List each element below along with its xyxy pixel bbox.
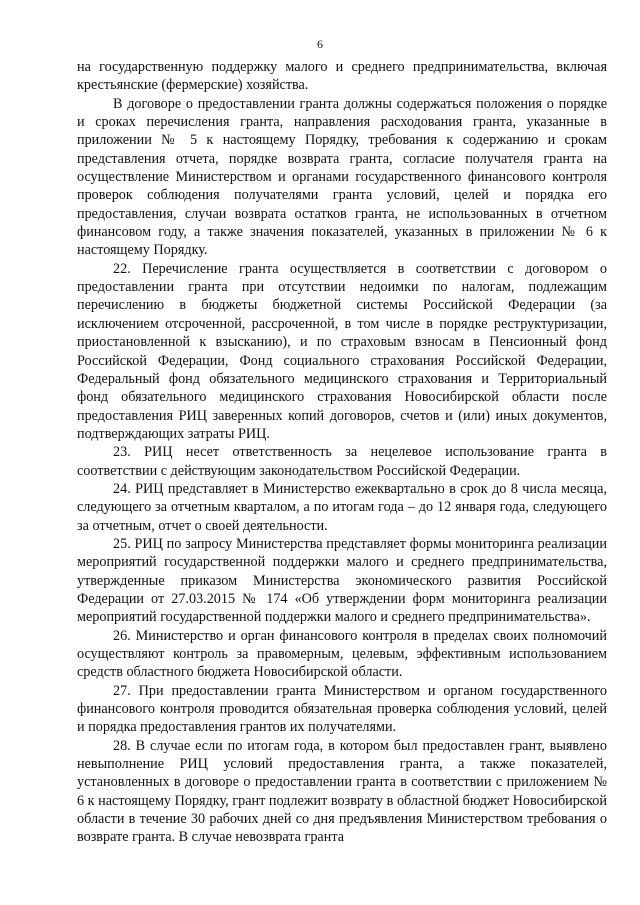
paragraph-25: 25. РИЦ по запросу Министерства представляет формы мониторинга реализации мероприятий государственной поддержки малого и среднего предпринимательства, утвержденные приказом Министерства экономического развития Российской Федерации от 27.03.2015 № 174 «Об утверждении форм мониторинга реализации мероприятий государственной поддержки малого и среднего предпринимательства». xyxy=(77,535,607,626)
paragraph-23: 23. РИЦ несет ответственность за нецелевое использование гранта в соответствии с действующим законодательством Российской Федерации. xyxy=(77,444,607,479)
paragraph-28: 28. В случае если по итогам года, в котором был предоставлен грант, выявлено невыполнение РИЦ условий предоставления гранта, а также показателей, установленных в договоре о предоставлении гранта в соответствии с приложением № 6 к настоящему Порядку, грант подлежит возврату в областной бюджет Новосибирской области в течение 30 рабочих дней со дня предъявления Министерством требования о возврате гранта. В случае невозврата гранта xyxy=(77,737,607,846)
paragraph-27: 27. При предоставлении гранта Министерством и органом государственного финансового контроля проводится обязательная проверка соблюдения условий, целей и порядка предоставления грантов их получателями. xyxy=(77,682,607,736)
paragraph-grant-agreement-contents: В договоре о предоставлении гранта должны содержаться положения о порядке и сроках перечисления гранта, направления расходования гранта, указанные в приложении № 5 к настоящему Порядку, требования к содержанию и срокам представления отчета, порядке возврата гранта, согласие получателя гранта на осуществление Министерством и органами государственного финансового контроля проверок соблюдения получателями гранта условий, целей и порядка его предоставления, случаи возврата остатков гранта, не использованных в отчетном финансовом году, а также значения показателей, указанных в приложении № 6 к настоящему Порядку. xyxy=(77,95,607,259)
paragraph-24: 24. РИЦ представляет в Министерство ежеквартально в срок до 8 числа месяца, следующего за отчетным кварталом, а по итогам года – до 12 января года, следующего за отчетным, отчет о своей деятельности. xyxy=(77,480,607,534)
paragraph-26: 26. Министерство и орган финансового контроля в пределах своих полномочий осуществляют контроль за правомерным, целевым, эффективным использованием средств областного бюджета Новосибирской области. xyxy=(77,627,607,681)
paragraph-continuation: на государственную поддержку малого и среднего предпринимательства, включая крестьянские (фермерские) хозяйства. xyxy=(77,59,607,94)
paragraph-22: 22. Перечисление гранта осуществляется в соответствии с договором о предоставлении гранта при отсутствии недоимки по налогам, подлежащим перечислению в бюджеты бюджетной системы Российской Федерации (за исключением отсроченной, рассроченной, в том числе в порядке реструктуризации, приостановленной к взысканию), и по страховым взносам в Пенсионный фонд Российской Федерации, Фонд социального страхования Российской Федерации, Федеральный фонд обязательного медицинского страхования и Территориальный фонд обязательного медицинского страхования Новосибирской области после предоставления РИЦ заверенных копий договоров, счетов и (или) иных документов, подтверждающих затраты РИЦ. xyxy=(77,260,607,442)
document-body xyxy=(77,58,607,847)
page-number: 6 xyxy=(317,37,323,51)
